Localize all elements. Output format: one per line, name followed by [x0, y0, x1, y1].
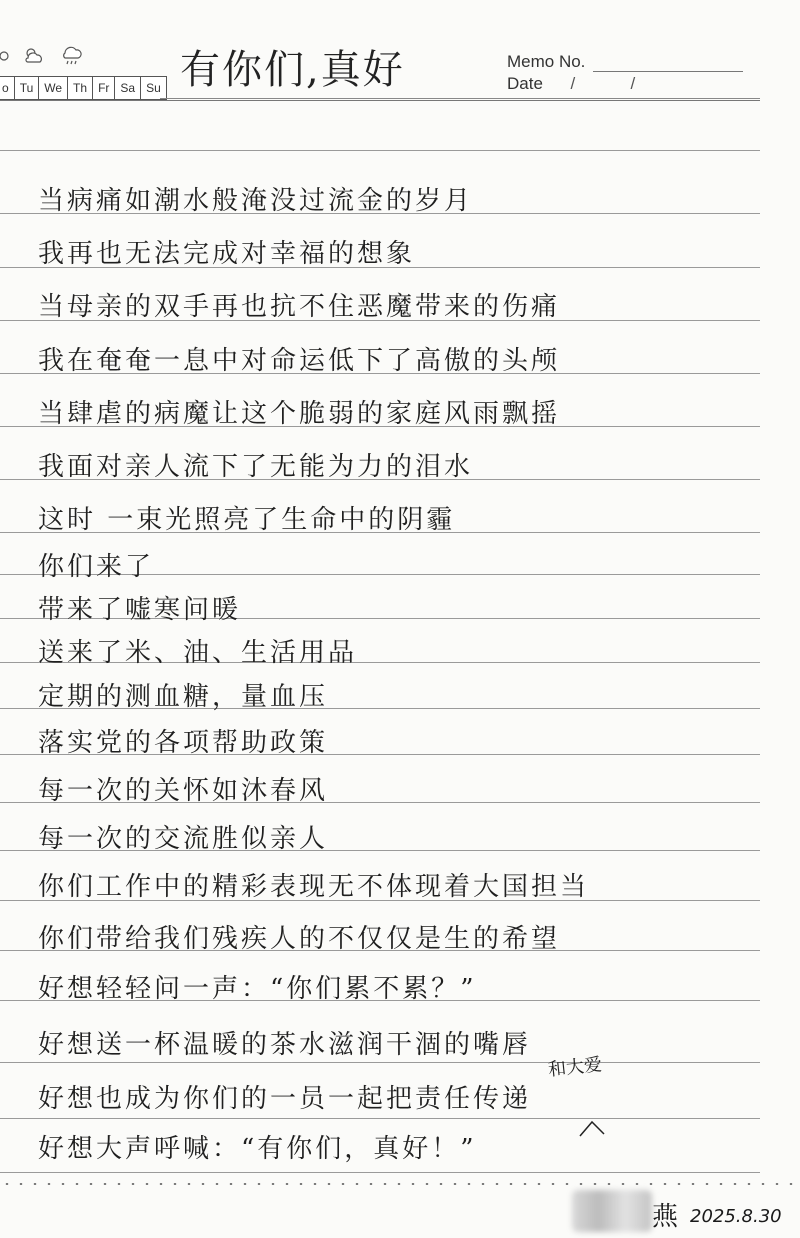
day-tu: Tu — [15, 76, 40, 100]
poem-line: 我面对亲人流下了无能为力的泪水 — [38, 452, 474, 482]
header-rule — [0, 100, 760, 101]
poem-line: 带来了嘘寒问暖 — [38, 595, 242, 625]
cloud-sun-icon — [22, 44, 46, 68]
header-rule — [160, 98, 760, 99]
poem-line: 我在奄奄一息中对命运低下了高傲的头颅 — [38, 346, 561, 376]
ruled-line — [0, 1118, 760, 1119]
signature-name: 燕 — [652, 1202, 679, 1232]
ruled-line — [0, 1172, 760, 1173]
day-fr: Fr — [93, 76, 115, 100]
date-separator: / — [570, 74, 576, 93]
ruled-line — [0, 150, 760, 151]
signature-date: 2025.8.30 — [690, 1206, 782, 1227]
memo-no-line — [593, 57, 743, 72]
poem-line: 当病痛如潮水般淹没过流金的岁月 — [38, 186, 474, 216]
ruled-line — [0, 1062, 760, 1063]
insertion-caret — [578, 1118, 606, 1138]
poem-line: 送来了米、油、生活用品 — [38, 638, 358, 668]
poem-line: 好想送一杯温暖的茶水滋润干涸的嘴唇 — [38, 1030, 532, 1060]
memo-no-label: Memo No. — [507, 52, 586, 71]
poem-line: 好想轻轻问一声：“你们累不累？” — [38, 974, 477, 1004]
day-sa: Sa — [115, 76, 141, 100]
day-mo: o — [0, 76, 15, 100]
poem-line: 你们带给我们残疾人的不仅仅是生的希望 — [38, 924, 561, 954]
poem-line: 当肆虐的病魔让这个脆弱的家庭风雨飘摇 — [38, 399, 561, 429]
memo-block — [507, 50, 743, 94]
insertion-note: 和大爱 — [547, 1054, 604, 1081]
dotted-divider — [0, 1183, 800, 1185]
poem-line: 好想也成为你们的一员一起把责任传递 — [38, 1084, 532, 1114]
day-th: Th — [68, 76, 93, 100]
poem-line: 你们工作中的精彩表现无不体现着大国担当 — [38, 872, 590, 902]
poem-line: 好想大声呼喊：“有你们，真好！” — [38, 1134, 477, 1164]
weather-icons — [0, 44, 140, 72]
sun-icon — [0, 44, 24, 68]
date-label: Date — [507, 74, 543, 93]
poem-line: 每一次的关怀如沐春风 — [38, 776, 329, 806]
day-su: Su — [141, 76, 167, 100]
poem-line: 这时 一束光照亮了生命中的阴霾 — [38, 505, 456, 535]
weekday-selector — [0, 76, 167, 100]
page-title: 有你们,真好 — [180, 47, 405, 93]
date-separator: / — [630, 74, 636, 93]
poem-line: 落实党的各项帮助政策 — [38, 728, 329, 758]
day-we: We — [39, 76, 68, 100]
cloud-rain-icon — [60, 44, 84, 68]
poem-line: 每一次的交流胜似亲人 — [38, 824, 329, 854]
poem-line: 你们来了 — [38, 552, 155, 582]
poem-line: 当母亲的双手再也抗不住恶魔带来的伤痛 — [38, 292, 561, 322]
poem-line: 我再也无法完成对幸福的想象 — [38, 239, 416, 269]
redacted-area — [572, 1190, 652, 1232]
poem-line: 定期的测血糖，量血压 — [38, 682, 329, 712]
